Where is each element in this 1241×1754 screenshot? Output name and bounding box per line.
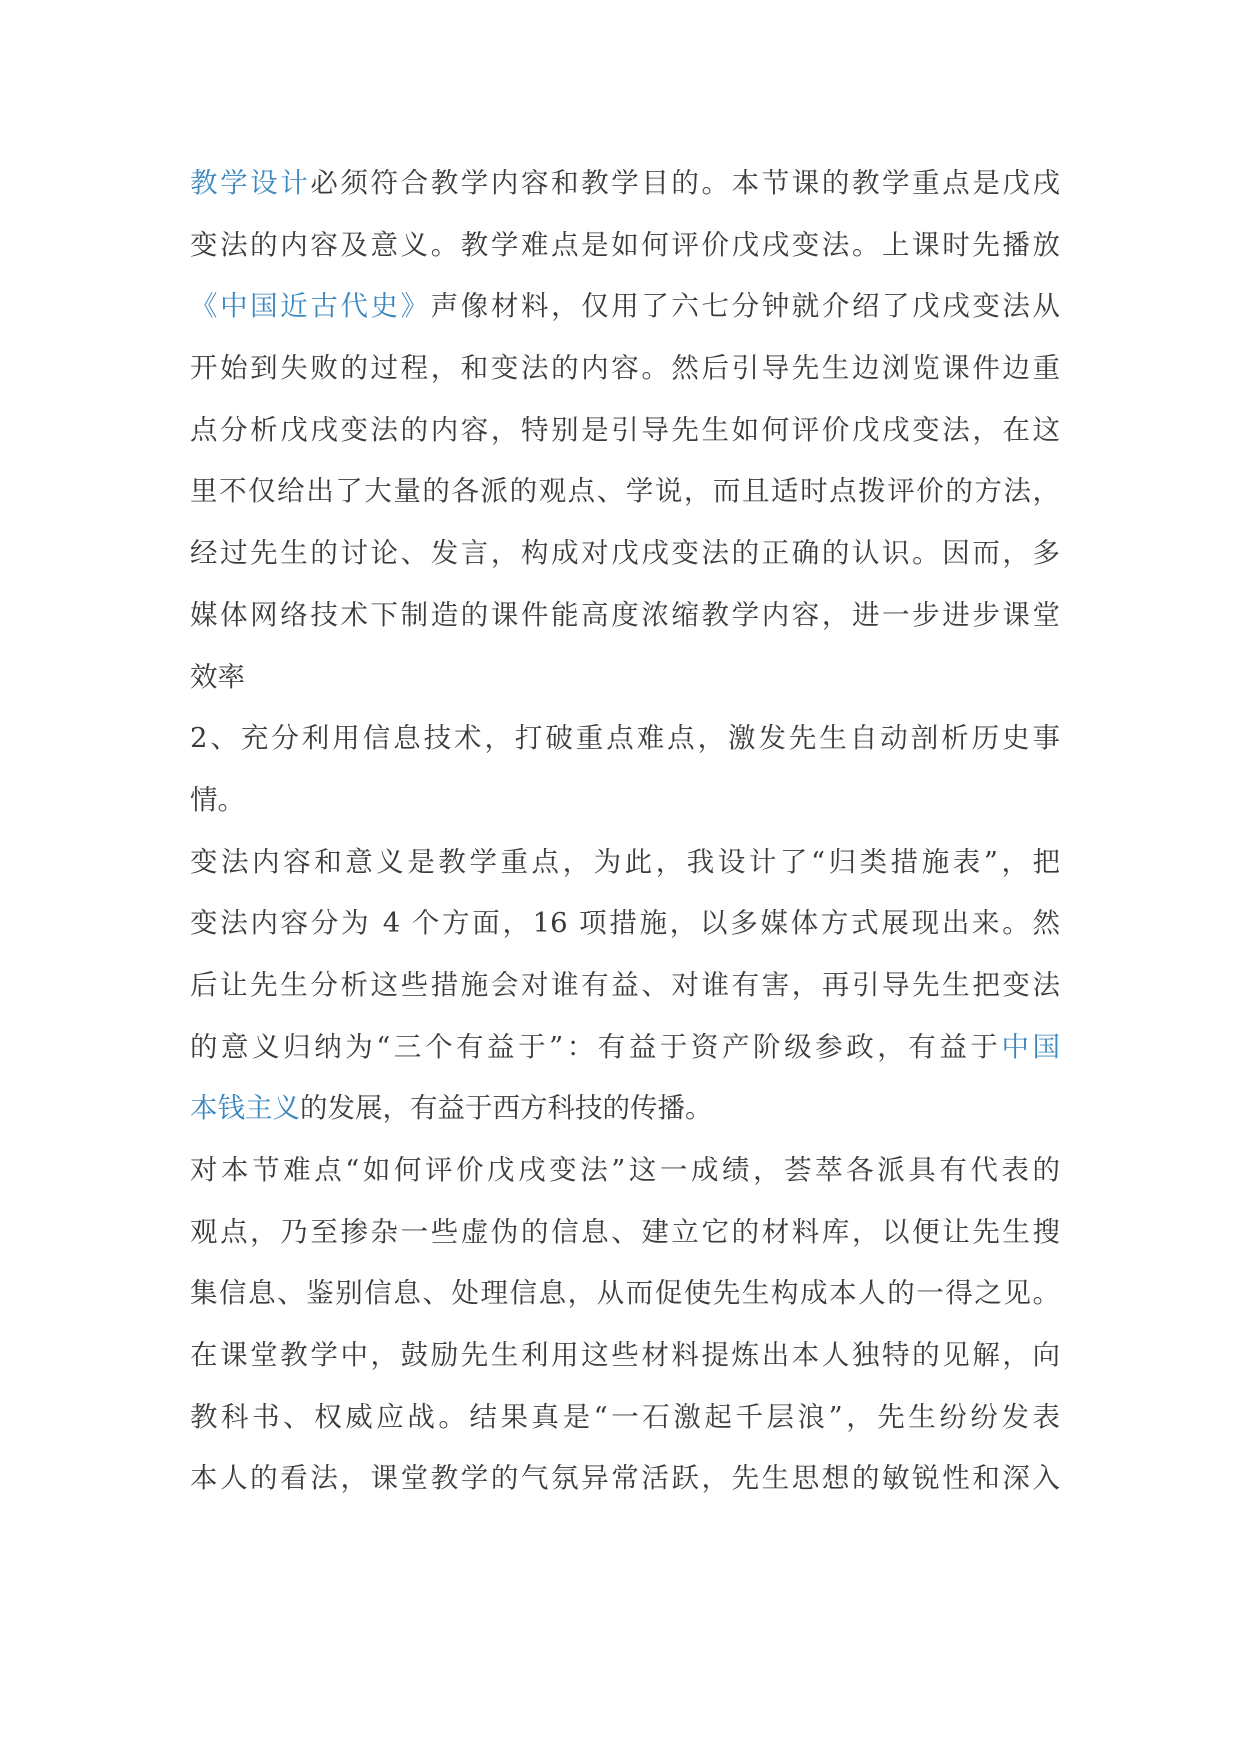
text-line: 开始到失败的过程，和变法的内容。然后引导先生边浏览课件边重 — [190, 352, 1060, 385]
text-line: 经过先生的讨论、发言，构成对戊戌变法的正确的认识。因而，多 — [190, 537, 1060, 570]
link-teaching-design[interactable]: 教学设计 — [190, 167, 311, 199]
text-line: 的意义归纳为“三个有益于”：有益于资产阶级参政，有益于中国 — [190, 1030, 1061, 1063]
document-body — [190, 153, 1060, 1510]
link-capitalism[interactable]: 本钱主义 — [190, 1092, 300, 1125]
text-line: 变法的内容及意义。教学难点是如何评价戊戌变法。上课时先播放 — [190, 228, 1060, 261]
text-line: 在课堂教学中，鼓励先生利用这些材料提炼出本人独特的见解，向 — [190, 1339, 1060, 1372]
text-line: 后让先生分析这些措施会对谁有益、对谁有害，再引导先生把变法 — [190, 968, 1060, 1001]
text-line: 观点，乃至掺杂一些虚伪的信息、建立它的材料库，以便让先生搜 — [190, 1215, 1060, 1248]
text-line: 本人的看法，课堂教学的气氛异常活跃，先生思想的敏锐性和深入 — [190, 1462, 1060, 1495]
text-line: 教学设计必须符合教学内容和教学目的。本节课的教学重点是戊戌 — [190, 167, 1060, 199]
text-line: 2、充分利用信息技术，打破重点难点，激发先生自动剖析历史事 — [190, 722, 1060, 755]
text-line: 《中国近古代史》声像材料，仅用了六七分钟就介绍了戊戌变法从 — [190, 290, 1061, 323]
text-line: 集信息、鉴别信息、处理信息，从而促使先生构成本人的一得之见。 — [190, 1277, 1060, 1310]
text-line: 变法内容分为 4 个方面，16 项措施，以多媒体方式展现出来。然 — [190, 907, 1060, 940]
text-line: 对本节难点“如何评价戊戌变法”这一成绩，荟萃各派具有代表的 — [190, 1154, 1060, 1186]
link-modern-history[interactable]: 《中国近古代史》 — [190, 290, 431, 323]
text-line: 本钱主义的发展，有益于西方科技的传播。 — [190, 1092, 713, 1125]
text-line: 教科书、权威应战。结果真是“一石激起千层浪”，先生纷纷发表 — [190, 1400, 1060, 1433]
text-line: 变法内容和意义是教学重点，为此，我设计了“归类措施表”，把 — [190, 845, 1060, 878]
text-line: 效率 — [190, 660, 245, 693]
text-line: 里不仅给出了大量的各派的观点、学说，而且适时点拨评价的方法， — [190, 475, 1060, 508]
text-line: 点分析戊戌变法的内容，特别是引导先生如何评价戊戌变法，在这 — [190, 413, 1060, 446]
link-china[interactable]: 中国 — [1001, 1030, 1061, 1063]
text-line: 情。 — [190, 783, 245, 816]
text-line: 媒体网络技术下制造的课件能高度浓缩教学内容，进一步进步课堂 — [190, 598, 1060, 631]
